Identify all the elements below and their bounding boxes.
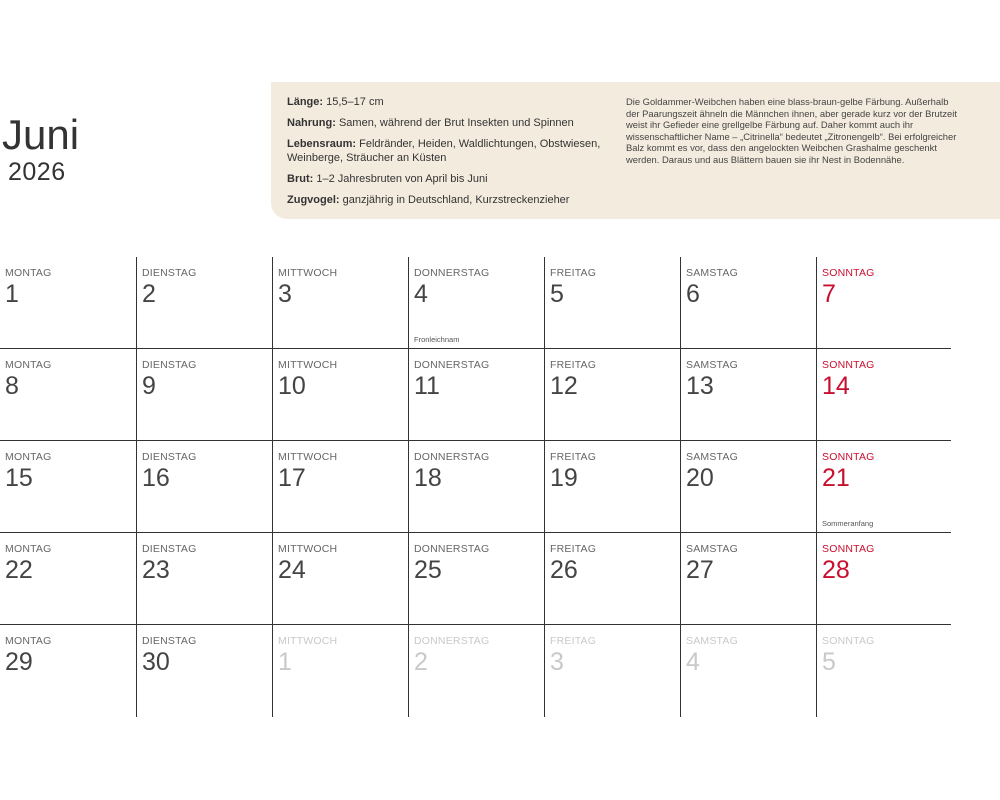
weekday-label: DIENSTAG — [142, 267, 197, 279]
weekday-label: DIENSTAG — [142, 543, 197, 555]
year-title: 2026 — [8, 158, 66, 186]
weekday-label: FREITAG — [550, 359, 597, 371]
day-number: 14 — [822, 372, 850, 400]
weekday-label: MONTAG — [5, 635, 52, 647]
calendar-day-cell[interactable] — [272, 257, 408, 349]
calendar-day-cell[interactable] — [0, 349, 135, 441]
day-header — [550, 543, 596, 584]
calendar-day-cell[interactable] — [680, 257, 816, 349]
day-header — [550, 359, 596, 400]
calendar-day-cell[interactable] — [816, 625, 952, 717]
day-number: 27 — [686, 556, 714, 584]
weekday-label: DONNERSTAG — [414, 359, 490, 371]
calendar-day-cell[interactable] — [680, 441, 816, 533]
day-header — [686, 267, 738, 308]
day-number: 23 — [142, 556, 170, 584]
calendar-day-cell[interactable] — [816, 349, 952, 441]
day-number: 2 — [142, 280, 156, 308]
calendar-grid — [0, 257, 951, 717]
calendar-week-row — [0, 625, 951, 717]
day-header — [142, 543, 197, 584]
weekday-label: DIENSTAG — [142, 635, 197, 647]
day-header — [550, 635, 596, 676]
calendar-day-cell[interactable] — [544, 349, 680, 441]
day-header — [822, 359, 875, 400]
bird-description: Die Goldammer-Weibchen haben eine blass-braun-gelbe Färbung. Außerhalb der Paarungszeit ähneln die Männchen ihnen, aber gerade kurz vor der Brutzeit weist ihr Gefieder eine grellgelbe Färbung auf. Daher kommt auch ihr wissenschaftlicher Name – „Citrinella“ bedeutet „Zitronengelb“. Bei erfolgreicher Balz kommt es vor, dass den angelockten Weibchen Grashalme geschenkt werden. Daraus und aus Blättern bauen sie ihr Nest in Bodennähe. — [626, 96, 957, 165]
calendar-day-cell[interactable] — [408, 625, 544, 717]
weekday-label: FREITAG — [550, 267, 597, 279]
day-number: 29 — [5, 648, 33, 676]
holiday-note: Sommeranfang — [822, 519, 874, 528]
day-number: 2 — [414, 648, 428, 676]
day-number: 17 — [278, 464, 306, 492]
calendar-day-cell[interactable] — [136, 441, 272, 533]
bird-facts — [287, 95, 612, 214]
calendar-day-cell[interactable] — [272, 625, 408, 717]
weekday-label: MITTWOCH — [278, 267, 338, 279]
fact-habitat: Lebensraum: Feldränder, Heiden, Waldlichtungen, Obstwiesen, Weinberge, Sträucher an Küsten — [287, 138, 601, 164]
weekday-label: MONTAG — [5, 451, 52, 463]
calendar-day-cell[interactable] — [136, 257, 272, 349]
calendar-day-cell[interactable] — [680, 349, 816, 441]
weekday-label: FREITAG — [550, 543, 597, 555]
weekday-label: SONNTAG — [822, 267, 875, 279]
day-header — [278, 543, 337, 584]
day-header — [278, 635, 337, 676]
weekday-label: DONNERSTAG — [414, 635, 490, 647]
fact-migration: Zugvogel: ganzjährig in Deutschland, Kurzstreckenzieher — [287, 194, 570, 206]
day-header — [5, 451, 52, 492]
day-number: 9 — [142, 372, 156, 400]
weekday-label: SAMSTAG — [686, 359, 738, 371]
weekday-label: SAMSTAG — [686, 267, 738, 279]
day-number: 19 — [550, 464, 578, 492]
day-number: 4 — [414, 280, 428, 308]
day-header — [686, 359, 738, 400]
fact-food: Nahrung: Samen, während der Brut Insekten und Spinnen — [287, 117, 574, 129]
calendar-day-cell[interactable] — [816, 257, 952, 349]
day-number: 5 — [822, 648, 836, 676]
calendar-day-cell[interactable] — [408, 257, 544, 349]
weekday-label: MONTAG — [5, 359, 52, 371]
day-header — [686, 635, 738, 676]
calendar-week-row — [0, 257, 951, 349]
weekday-label: SONNTAG — [822, 359, 875, 371]
day-header — [686, 451, 738, 492]
weekday-label: MITTWOCH — [278, 635, 338, 647]
day-number: 28 — [822, 556, 850, 584]
day-header — [550, 267, 596, 308]
day-number: 7 — [822, 280, 836, 308]
day-header — [414, 359, 489, 400]
day-header — [142, 267, 197, 308]
calendar-week-row — [0, 349, 951, 441]
day-number: 4 — [686, 648, 700, 676]
calendar-day-cell[interactable] — [136, 349, 272, 441]
day-number: 15 — [5, 464, 33, 492]
calendar-day-cell[interactable] — [544, 533, 680, 625]
day-number: 16 — [142, 464, 170, 492]
calendar-day-cell[interactable] — [272, 441, 408, 533]
day-header — [822, 451, 875, 492]
weekday-label: FREITAG — [550, 451, 597, 463]
fact-length: Länge: 15,5–17 cm — [287, 96, 384, 108]
calendar-day-cell[interactable] — [408, 533, 544, 625]
calendar-day-cell[interactable] — [408, 441, 544, 533]
day-number: 3 — [278, 280, 292, 308]
day-number: 5 — [550, 280, 564, 308]
calendar-day-cell[interactable] — [816, 533, 952, 625]
calendar-day-cell[interactable] — [680, 533, 816, 625]
day-number: 24 — [278, 556, 306, 584]
day-number: 21 — [822, 464, 850, 492]
calendar-day-cell[interactable] — [816, 441, 952, 533]
day-number: 6 — [686, 280, 700, 308]
day-header — [5, 543, 52, 584]
calendar-day-cell[interactable] — [680, 625, 816, 717]
day-header — [414, 451, 489, 492]
day-number: 30 — [142, 648, 170, 676]
calendar-day-cell[interactable] — [0, 257, 135, 349]
day-number: 3 — [550, 648, 564, 676]
weekday-label: FREITAG — [550, 635, 597, 647]
weekday-label: DONNERSTAG — [414, 451, 490, 463]
day-header — [550, 451, 596, 492]
day-header — [278, 451, 337, 492]
weekday-label: MONTAG — [5, 267, 52, 279]
weekday-label: DIENSTAG — [142, 451, 197, 463]
weekday-label: MONTAG — [5, 543, 52, 555]
month-title: Juni — [2, 111, 80, 158]
weekday-label: DIENSTAG — [142, 359, 197, 371]
weekday-label: SONNTAG — [822, 635, 875, 647]
holiday-note: Fronleichnam — [414, 335, 460, 344]
day-number: 12 — [550, 372, 578, 400]
day-header — [414, 267, 489, 308]
weekday-label: SONNTAG — [822, 543, 875, 555]
info-box — [271, 82, 1000, 219]
day-number: 22 — [5, 556, 33, 584]
day-header — [5, 267, 52, 308]
day-header — [142, 451, 197, 492]
day-number: 20 — [686, 464, 714, 492]
day-header — [822, 267, 875, 308]
weekday-label: SONNTAG — [822, 451, 875, 463]
day-number: 11 — [414, 372, 440, 400]
calendar-day-cell[interactable] — [0, 441, 135, 533]
day-header — [5, 635, 52, 676]
calendar-day-cell[interactable] — [136, 625, 272, 717]
calendar-day-cell[interactable] — [408, 349, 544, 441]
day-number: 13 — [686, 372, 714, 400]
calendar-week-row — [0, 441, 951, 533]
day-number: 1 — [278, 648, 292, 676]
day-header — [686, 543, 738, 584]
day-number: 26 — [550, 556, 578, 584]
weekday-label: SAMSTAG — [686, 635, 738, 647]
fact-breeding: Brut: 1–2 Jahresbruten von April bis Juni — [287, 173, 488, 185]
day-number: 1 — [5, 280, 19, 308]
day-header — [278, 267, 337, 308]
day-number: 18 — [414, 464, 442, 492]
day-header — [5, 359, 52, 400]
day-header — [278, 359, 337, 400]
calendar-day-cell[interactable] — [0, 625, 135, 717]
weekday-label: MITTWOCH — [278, 451, 338, 463]
day-header — [822, 543, 875, 584]
calendar-day-cell[interactable] — [136, 533, 272, 625]
calendar-day-cell[interactable] — [272, 349, 408, 441]
day-number: 25 — [414, 556, 442, 584]
weekday-label: DONNERSTAG — [414, 267, 490, 279]
calendar-day-cell[interactable] — [544, 257, 680, 349]
weekday-label: SAMSTAG — [686, 451, 738, 463]
weekday-label: MITTWOCH — [278, 359, 338, 371]
day-number: 10 — [278, 372, 306, 400]
calendar-day-cell[interactable] — [272, 533, 408, 625]
day-header — [414, 543, 489, 584]
weekday-label: MITTWOCH — [278, 543, 338, 555]
calendar-week-row — [0, 533, 951, 625]
calendar-day-cell[interactable] — [0, 533, 135, 625]
weekday-label: DONNERSTAG — [414, 543, 490, 555]
day-number: 8 — [5, 372, 19, 400]
day-header — [142, 359, 197, 400]
weekday-label: SAMSTAG — [686, 543, 738, 555]
calendar-day-cell[interactable] — [544, 441, 680, 533]
day-header — [414, 635, 489, 676]
day-header — [822, 635, 875, 676]
calendar-day-cell[interactable] — [544, 625, 680, 717]
day-header — [142, 635, 197, 676]
